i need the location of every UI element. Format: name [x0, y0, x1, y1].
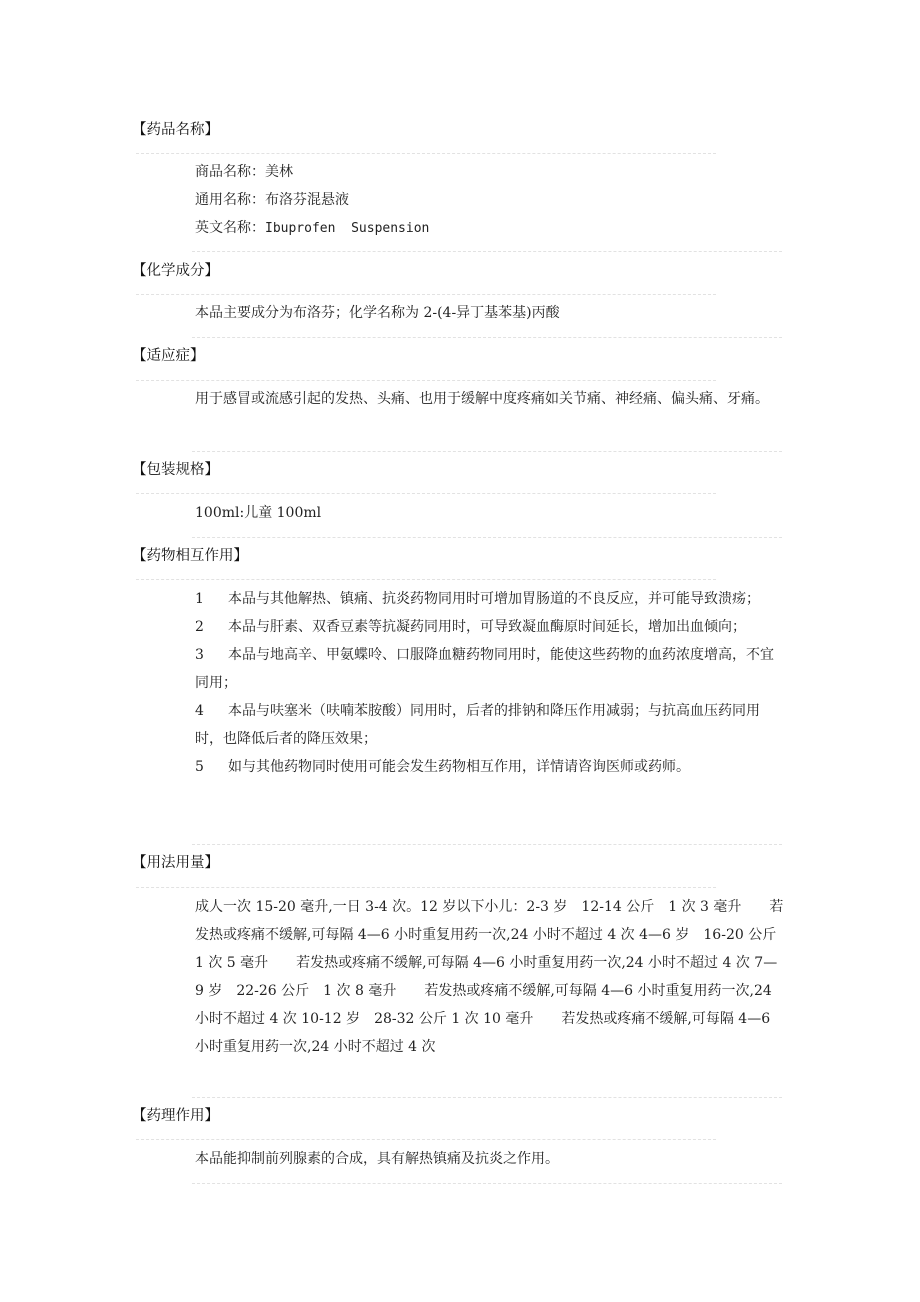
trade-name: 商品名称：美林 [195, 164, 293, 180]
section-title-drug-name: 【药品名称】 [132, 122, 219, 138]
divider [136, 294, 716, 295]
interactions-list [195, 585, 785, 781]
item-number: 3 [195, 647, 204, 663]
divider [136, 1139, 716, 1140]
english-name-value: Ibuprofen Suspension [265, 221, 430, 236]
item-number: 1 [195, 591, 204, 607]
divider [136, 887, 716, 888]
section-title-indications: 【适应症】 [132, 348, 205, 364]
divider [136, 579, 716, 580]
item-text: 本品与其他解热、镇痛、抗炎药物同用时可增加胃肠道的不良反应，并可能导致溃疡； [228, 591, 760, 607]
generic-name: 通用名称：布洛芬混悬液 [195, 192, 349, 208]
item-number: 5 [195, 759, 204, 775]
item-number: 2 [195, 619, 204, 635]
composition-text: 本品主要成分为布洛芬；化学名称为 2-(4-异丁基苯基)丙酸 [195, 305, 560, 321]
list-item [195, 697, 785, 753]
indications-text: 用于感冒或流感引起的发热、头痛、也用于缓解中度疼痛如关节痛、神经痛、偏头痛、牙痛。 [195, 391, 769, 407]
list-item [195, 585, 785, 613]
divider [136, 493, 716, 494]
list-item [195, 641, 785, 697]
section-title-dosage: 【用法用量】 [132, 855, 219, 871]
divider [136, 380, 716, 381]
section-title-package: 【包装规格】 [132, 462, 219, 478]
divider [192, 337, 782, 338]
divider [192, 251, 782, 252]
list-item [195, 613, 785, 641]
item-text: 本品与地高辛、甲氨蝶呤、口服降血糖药物同用时，能使这些药物的血药浓度增高，不宜同用； [195, 647, 774, 691]
dosage-text: 成人一次 15-20 毫升,一日 3-4 次。12 岁以下小儿：2-3 岁 12-14 公斤 1 次 3 毫升 若发热或疼痛不缓解,可每隔 4—6 小时重复用药一次,24 小时不超过 4 次 4—6 岁 16-20 公斤 1 次 5 毫升 若发热或疼痛不缓解,可每隔 4—6 小时重复用药一次,24 小时不超过 4 次 7—9 岁 22-26 公斤 1 次 8 毫升 若发热或疼痛不缓解,可每隔 4—6 小时重复用药一次,24 小时不超过 4 次 10-12 岁 28-32 公斤 1 次 10 毫升 若发热或疼痛不缓解,可每隔 4—6 小时重复用药一次,24 小时不超过 4 次 [195, 899, 791, 1055]
item-text: 如与其他药物同时使用可能会发生药物相互作用，详情请咨询医师或药师。 [228, 759, 690, 775]
section-title-interactions: 【药物相互作用】 [132, 548, 248, 564]
item-text: 本品与肝素、双香豆素等抗凝药同用时，可导致凝血酶原时间延长，增加出血倾向； [228, 619, 746, 635]
divider [192, 844, 782, 845]
divider [192, 537, 782, 538]
item-number: 4 [195, 703, 204, 719]
divider [192, 451, 782, 452]
section-title-composition: 【化学成分】 [132, 263, 219, 279]
divider [192, 1183, 782, 1184]
list-item [195, 753, 785, 781]
english-name [195, 214, 785, 243]
section-title-pharmacology: 【药理作用】 [132, 1108, 219, 1124]
item-text: 本品与呋塞米（呋喃苯胺酸）同用时，后者的排钠和降压作用减弱；与抗高血压药同用时，也降低后者的降压效果； [195, 703, 760, 747]
divider [136, 153, 716, 154]
pharmacology-text: 本品能抑制前列腺素的合成，具有解热镇痛及抗炎之作用。 [195, 1151, 559, 1167]
english-name-label: 英文名称： [195, 220, 265, 236]
divider [192, 1097, 782, 1098]
package-text: 100ml:儿童 100ml [195, 505, 322, 521]
drug-name-block [195, 158, 785, 243]
